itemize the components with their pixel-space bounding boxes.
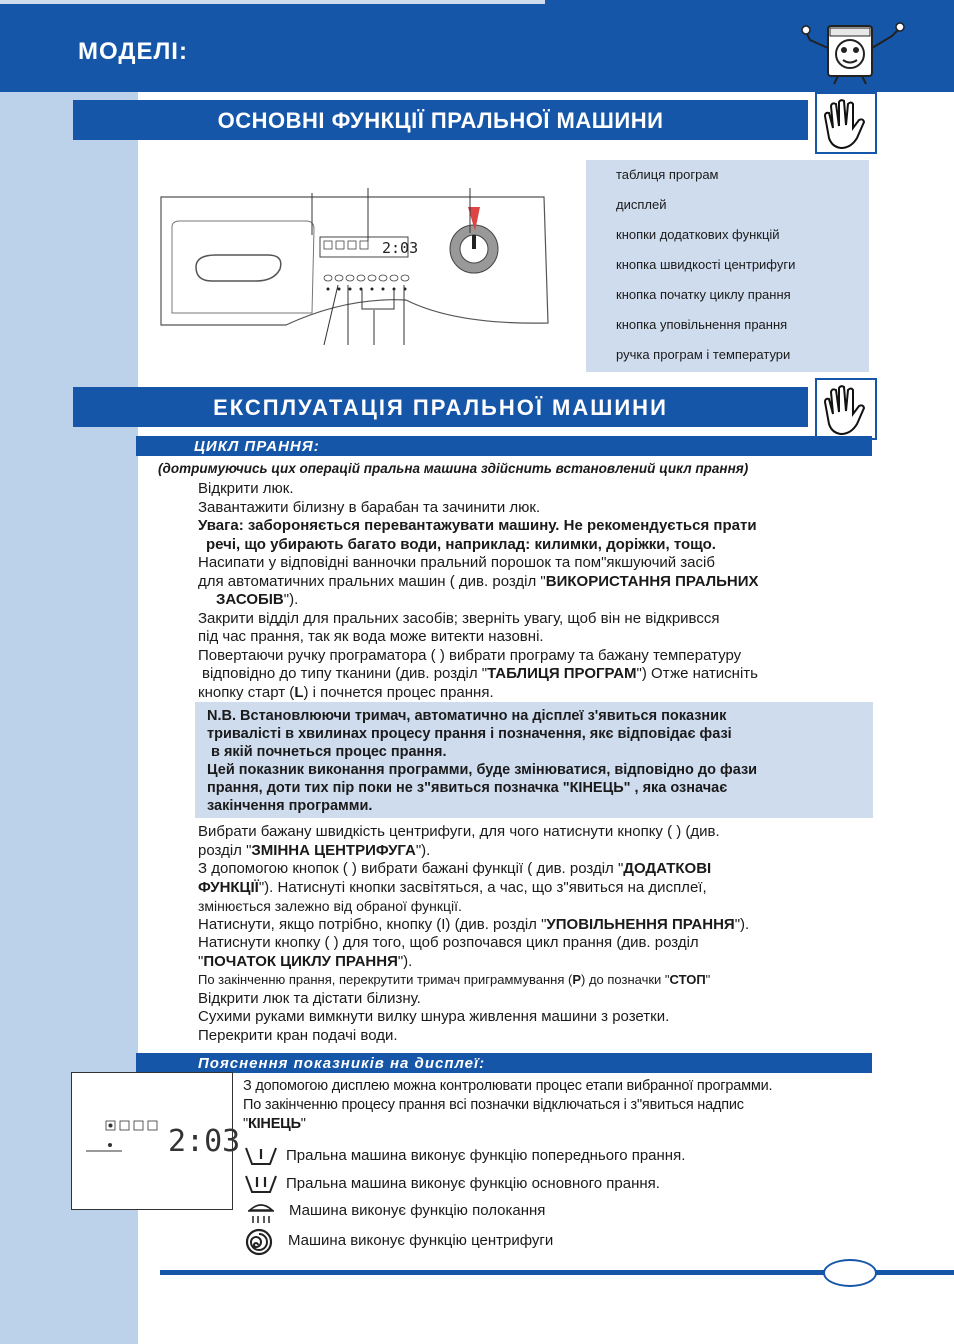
warning-line: Увага: забороняється перевантажувати машину. Не рекомендується прати (198, 517, 757, 534)
icon-row-rinse (244, 1198, 864, 1226)
display-line: По закінченню процесу прання всі позначки відключаться і з"явиться надпис (243, 1097, 744, 1113)
cycle-steps (198, 480, 873, 702)
legend-item: кнопка уповільнення прання (616, 317, 788, 332)
step-line: "ПОЧАТОК ЦИКЛУ ПРАННЯ"). (198, 952, 413, 970)
step-line: По закінченню прання, перекрутити тримач приграммування (Р) до позначки "СТОП" (198, 972, 711, 987)
display-heading: Пояснення показників на дисплеї: (198, 1055, 486, 1072)
step-line: відповідно до типу тканини (див. розділ "ТАБЛИЦЯ ПРОГРАМ") Отже натисніть (202, 665, 758, 682)
step-line: Сухими руками вимкнути вилку шнура живлення машини з розетки. (198, 1008, 670, 1025)
hand-icon (815, 378, 877, 440)
step-line: Повертаючи ручку програматора ( ) вибрати програму та бажану температуру (198, 646, 742, 664)
step-line: для автоматичних пральних машин ( див. розділ "ВИКОРИСТАННЯ ПРАЛЬНИХ (198, 572, 759, 590)
display-line: З допомогою дисплею можна контролювати процес етапи вибранної программи. (243, 1078, 773, 1094)
icon-row-mainwash (244, 1173, 864, 1195)
step-line: під час прання, так як вода може витекти назовні. (198, 628, 544, 645)
cycle-heading: ЦИКЛ ПРАННЯ: (194, 438, 320, 455)
control-panel-diagram (156, 185, 548, 345)
hand-icon (815, 92, 877, 154)
step-line: Відкрити люк та дістати білизну. (198, 989, 421, 1007)
note-line: прання, доти тих пір поки не з"явиться позначка "КІНЕЦЬ" , яка означає (207, 780, 728, 796)
cycle-intro (158, 461, 874, 476)
display-digits: 2:03 (168, 1124, 241, 1159)
section-title: ЕКСПЛУАТАЦІЯ ПРАЛЬНОЇ МАШИНИ (213, 395, 668, 420)
mainwash-icon (244, 1173, 278, 1195)
step-line: Закрити відділ для пральних засобів; зверніть увагу, щоб він не відкривсся (198, 609, 720, 627)
step-line: розділ "ЗМІННА ЦЕНТРИФУГА"). (198, 841, 431, 859)
step-line: Натиснути, якщо потрібно, кнопку (I) (див. розділ "УПОВІЛЬНЕННЯ ПРАННЯ"). (198, 915, 750, 933)
icon-row-text: Машина виконує функцію центрифуги (288, 1232, 554, 1249)
icon-row-text: Пральна машина виконує функцію основного прання. (286, 1175, 660, 1192)
step-line: Насипати у відповідні ванночки пральний порошок та пом"якшуючий засіб (198, 554, 715, 571)
note-line: тривалісті в хвилинах процесу прання і позначення, якє відповідає фазі (207, 726, 732, 742)
page-number-oval (823, 1259, 877, 1287)
legend-item: дисплей (616, 197, 667, 212)
warning-line: речі, що убирають багато води, наприклад: килимки, доріжки, тощо. (206, 535, 716, 553)
legend-item: кнопка початку циклу прання (616, 287, 791, 302)
legend-item: кнопка швидкості центрифуги (616, 257, 796, 272)
step-line: кнопку старт (L) і почнется процес прання. (198, 683, 494, 701)
legend-item: кнопки додаткових функцій (616, 227, 780, 242)
legend-item: ручка програм і температури (616, 347, 791, 362)
section-title-bar (73, 100, 808, 140)
icon-row-prewash (244, 1145, 864, 1167)
display-line: "КІНЕЦЬ" (243, 1116, 306, 1132)
washing-machine-mascot-icon (800, 18, 906, 88)
display-diagram (71, 1072, 241, 1210)
note-box (195, 702, 873, 818)
cycle-steps-2 (198, 823, 873, 1045)
section-title: ОСНОВНІ ФУНКЦІЇ ПРАЛЬНОЇ МАШИНИ (217, 108, 664, 133)
icon-row-text: Пральна машина виконує функцію попереднього прання. (286, 1147, 686, 1164)
legend-item: таблиця програм (616, 167, 719, 182)
step-line: Натиснути кнопку ( ) для того, щоб розпочався цикл прання (див. розділ (198, 934, 699, 951)
note-line: Цей показник виконання программи, буде змінюватися, відповідно до фази (207, 762, 758, 778)
step-line: Перекрити кран подачі води. (198, 1026, 398, 1044)
spin-icon (244, 1228, 274, 1256)
step-line: змінюється залежно від обраної функції. (198, 898, 462, 914)
prewash-icon (244, 1145, 278, 1167)
step-line: Вибрати бажану швидкість центрифуги, для чого натиснути кнопку ( ) (див. (198, 823, 720, 840)
display-text (243, 1077, 875, 1134)
display-heading-bar (136, 1053, 872, 1073)
step-line: ЗАСОБІВ"). (216, 591, 299, 608)
rinse-icon (244, 1198, 278, 1226)
step-line: Завантажити білизну в барабан та зачинити люк. (198, 498, 541, 516)
icon-row-text: Машина виконує функцію полокання (289, 1202, 546, 1219)
step-line: ФУНКЦІЇ"). Натиснуті кнопки засвітяться, а час, що з"явиться на дисплеї, (198, 878, 707, 896)
note-line: в якій почнеться процес прання. (211, 744, 447, 760)
panel-display-digits: 2:03 (382, 239, 419, 257)
step-line: З допомогою кнопок ( ) вибрати бажані функції ( див. розділ "ДОДАТКОВІ (198, 860, 712, 877)
section-title-bar (73, 387, 808, 427)
models-title: МОДЕЛІ: (78, 38, 188, 65)
note-line: N.B. Встановлюючи тримач, автоматично на дісплеї з'явиться показник (207, 708, 727, 724)
step-line: Відкрити люк. (198, 480, 294, 497)
cycle-heading-bar (136, 436, 872, 456)
legend-box (586, 160, 869, 372)
note-line: закінчення программи. (207, 798, 373, 814)
cycle-intro-text: (дотримуючись цих операцій пральна машина здійснить встановлений цикл прання) (158, 461, 749, 476)
icon-row-spin (244, 1228, 864, 1256)
